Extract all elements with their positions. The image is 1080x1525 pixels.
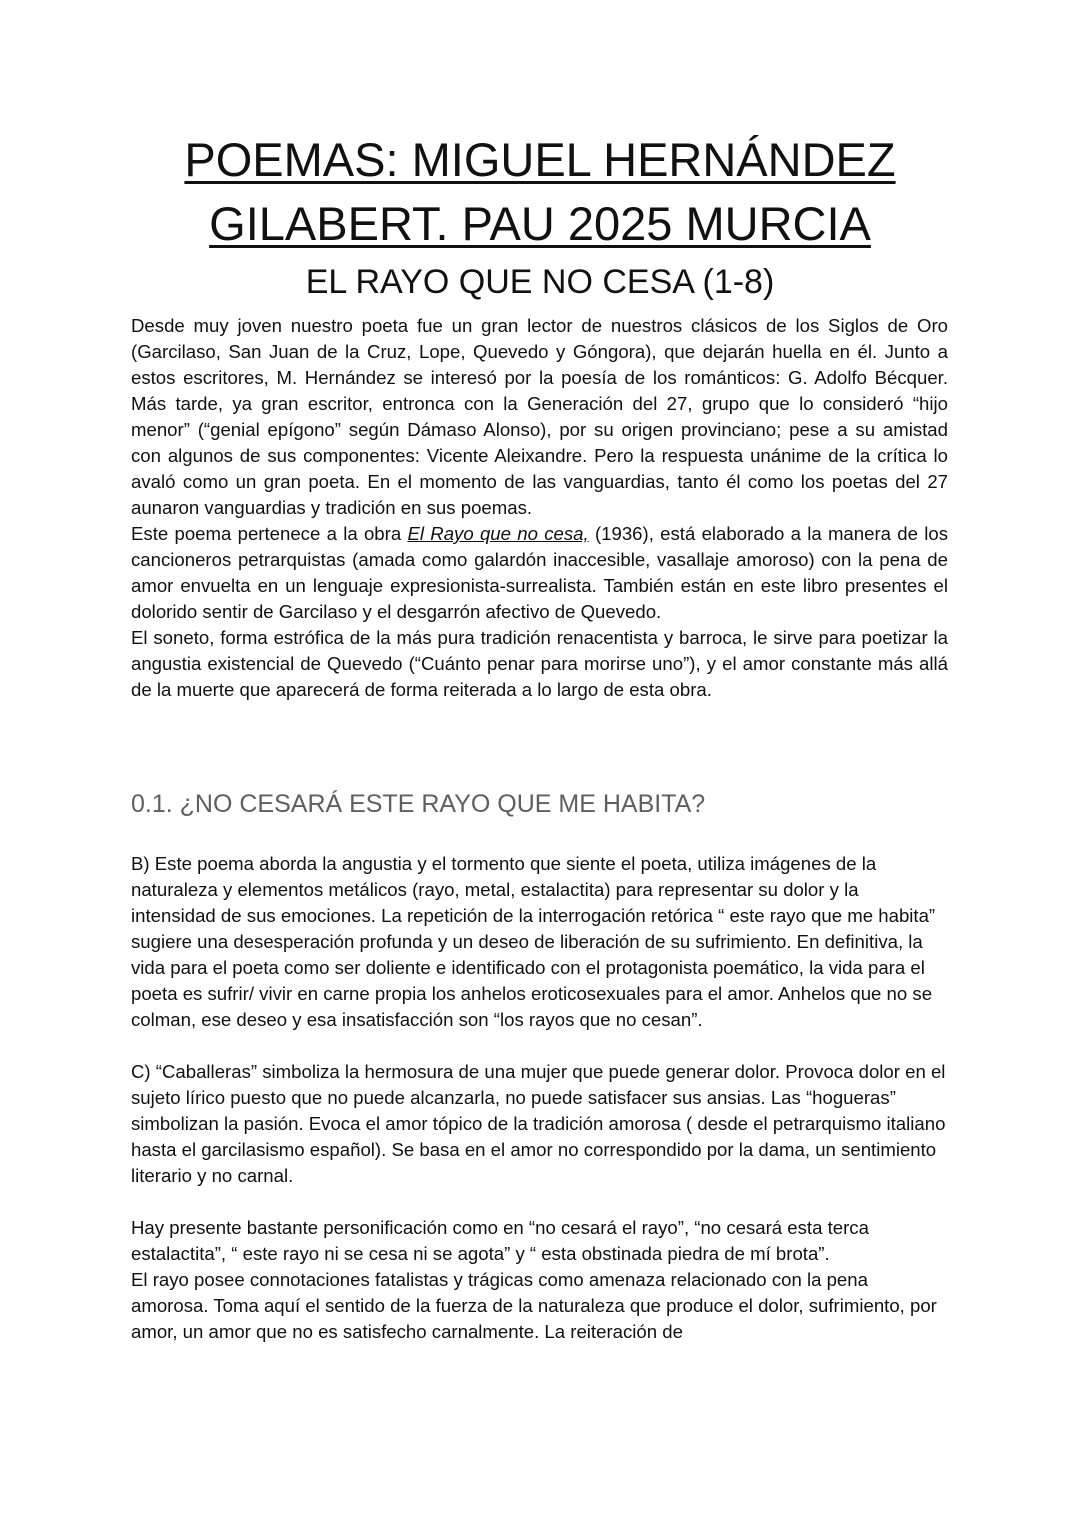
section-heading: 0.1. ¿NO CESARÁ ESTE RAYO QUE ME HABITA? (131, 790, 706, 818)
intro-section (131, 313, 948, 703)
intro-paragraph-2 (131, 521, 948, 625)
paragraph-spacer (131, 1189, 948, 1215)
page-subtitle: EL RAYO QUE NO CESA (1-8) (305, 263, 775, 301)
paragraph-spacer (131, 1033, 948, 1059)
intro-paragraph-2-lead: Este poema pertenece a la obra (131, 523, 408, 544)
intro-paragraph-1: Desde muy joven nuestro poeta fue un gran lector de nuestros clásicos de los Siglos de Oro (Garcilaso, San Juan de la Cruz, Lope, Quevedo y Góngora), que dejarán huella en él. Junto a estos escritores, M. Hernández se interesó por la poesía de los románticos: G. Adolfo Bécquer. Más tarde, ya gran escritor, entronca con la Generación del 27, grupo que lo consideró “hijo menor” (“genial epígono” según Dámaso Alonso), por su origen provinciano; pese a su amistad con algunos de sus componentes: Vicente Aleixandre. Pero la respuesta unánime de la crítica lo avaló como un gran poeta. En el momento de las vanguardias, tanto él como los poetas del 27 aunaron vanguardias y tradición en sus poemas. (131, 315, 948, 518)
page-title: POEMAS: MIGUEL HERNÁNDEZ GILABERT. PAU 2025 MURCIA (184, 133, 896, 250)
intro-paragraph-3: El soneto, forma estrófica de la más pura tradición renacentista y barroca, le sirve para poetizar la angustia existencial de Quevedo (“Cuánto penar para morirse uno”), y el amor constante más allá de la muerte que aparecerá de forma reiterada a lo largo de esta obra. (131, 627, 948, 700)
paragraph-b: B) Este poema aborda la angustia y el tormento que siente el poeta, utiliza imágenes de la naturaleza y elementos metálicos (rayo, metal, estalactita) para representar su dolor y la intensidad de sus emociones. La repetición de la interrogación retórica “ este rayo que me habita” sugiere una desesperación profunda y un deseo de liberación de su sufrimiento. En definitiva, la vida para el poeta como ser doliente e identificado con el protagonista poemático, la vida para el poeta es sufrir/ vivir en carne propia los anhelos eroticosexuales para el amor. Anhelos que no se colman, ese deseo y esa insatisfacción son “los rayos que no cesan”. (131, 853, 936, 1030)
work-title: El Rayo que no cesa, (407, 523, 589, 544)
paragraph-c: C) “Caballeras” simboliza la hermosura de una mujer que puede generar dolor. Provoca dolor en el sujeto lírico puesto que no puede alcanzarla, no puede satisfacer sus ansias. Las “hogueras” simbolizan la pasión. Evoca el amor tópico de la tradición amorosa ( desde el petrarquismo italiano hasta el garcilasismo español). Se basa en el amor no correspondido por la dama, un sentimiento literario y no carnal. (131, 1061, 946, 1186)
paragraph-personification: Hay presente bastante personificación como en “no cesará el rayo”, “no cesará esta terca estalactita”, “ este rayo ni se cesa ni se agota” y “ esta obstinada piedra de mí brota”. (131, 1217, 869, 1264)
paragraph-rayo: El rayo posee connotaciones fatalistas y trágicas como amenaza relacionado con la pena amorosa. Toma aquí el sentido de la fuerza de la naturaleza que produce el dolor, sufrimiento, por amor, un amor que no es satisfecho carnalmente. La reiteración de (131, 1269, 937, 1342)
analysis-section (131, 851, 948, 1345)
intro-paragraph-2-rest: (1936), está elaborado a la manera de los cancioneros petrarquistas (amada como galardón inaccesible, vasallaje amoroso) con la pena de amor envuelta en un lenguaje expresionista-surrealista. También están en este libro presentes el dolorido sentir de Garcilaso y el desgarrón afectivo de Quevedo. (131, 523, 949, 622)
